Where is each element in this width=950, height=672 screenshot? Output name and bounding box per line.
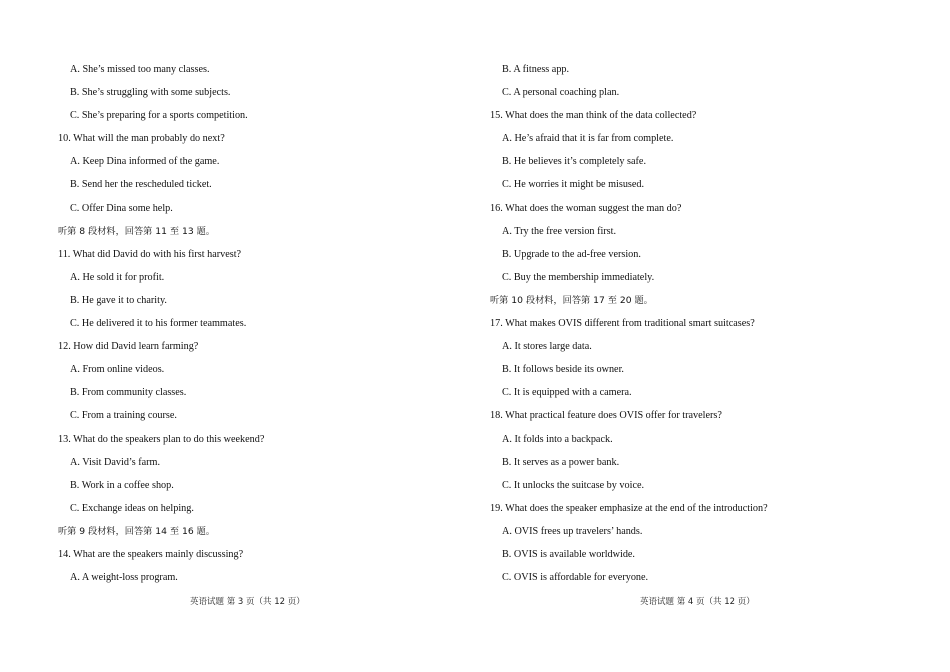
answer-option: C. A personal coaching plan. [502,87,620,99]
question-stem: 17. What makes OVIS different from traditional smart suitcases? [490,318,755,330]
answer-option: B. He gave it to charity. [70,294,167,306]
page-footer-right: 英语试题 第 4 页（共 12 页） [640,597,755,607]
answer-option: B. It serves as a power bank. [502,456,620,468]
section-instruction: 听第 8 段材料，回答第 11 至 13 题。 [58,225,215,237]
answer-option: B. A fitness app. [502,64,570,75]
question-stem: 15. What does the man think of the data collected? [490,110,697,122]
answer-option: A. Visit David’s farm. [70,456,161,468]
question-stem: 16. What does the woman suggest the man do? [490,202,682,214]
section-instruction: 听第 10 段材料，回答第 17 至 20 题。 [490,294,653,306]
answer-option: A. He’s afraid that it is far from complete. [502,133,674,145]
answer-option: B. Upgrade to the ad-free version. [502,248,641,260]
answer-option: C. He worries it might be misused. [502,179,645,191]
answer-option: B. Send her the rescheduled ticket. [70,179,212,191]
question-stem: 13. What do the speakers plan to do this weekend? [58,433,265,445]
answer-option: B. From community classes. [70,387,187,399]
answer-option: B. OVIS is available worldwide. [502,548,635,560]
page-footer-left: 英语试题 第 3 页（共 12 页） [190,597,305,607]
question-stem: 10. What will the man probably do next? [58,133,225,145]
answer-option: C. He delivered it to his former teammates. [70,318,247,330]
answer-option: A. A weight-loss program. [70,572,178,584]
answer-option: B. He believes it’s completely safe. [502,156,646,168]
answer-option: A. It folds into a backpack. [502,433,613,445]
answer-option: C. It is equipped with a camera. [502,387,632,399]
answer-option: C. Exchange ideas on helping. [70,502,194,514]
answer-option: B. It follows beside its owner. [502,364,624,376]
question-stem: 19. What does the speaker emphasize at the end of the introduction? [490,502,768,514]
answer-option: C. Buy the membership immediately. [502,271,655,283]
answer-option: B. She’s struggling with some subjects. [70,87,231,99]
question-stem: 18. What practical feature does OVIS offer for travelers? [490,410,722,422]
section-instruction: 听第 9 段材料，回答第 14 至 16 题。 [58,525,215,537]
answer-option: B. Work in a coffee shop. [70,479,174,491]
answer-option: A. It stores large data. [502,341,592,353]
answer-option: A. From online videos. [70,364,165,376]
question-stem: 12. How did David learn farming? [58,341,199,353]
question-stem: 11. What did David do with his first harvest? [58,248,242,260]
left-page-column [58,58,468,589]
answer-option: C. Offer Dina some help. [70,202,173,214]
answer-option: A. Try the free version first. [502,225,617,237]
answer-option: A. He sold it for profit. [70,271,165,283]
right-page-column [490,58,910,589]
answer-option: C. She’s preparing for a sports competition. [70,110,248,122]
answer-option: A. She’s missed too many classes. [70,64,210,75]
answer-option: A. Keep Dina informed of the game. [70,156,220,168]
answer-option: C. From a training course. [70,410,177,422]
answer-option: C. OVIS is affordable for everyone. [502,572,649,584]
answer-option: A. OVIS frees up travelers’ hands. [502,525,643,537]
answer-option: C. It unlocks the suitcase by voice. [502,479,645,491]
question-stem: 14. What are the speakers mainly discussing? [58,548,244,560]
